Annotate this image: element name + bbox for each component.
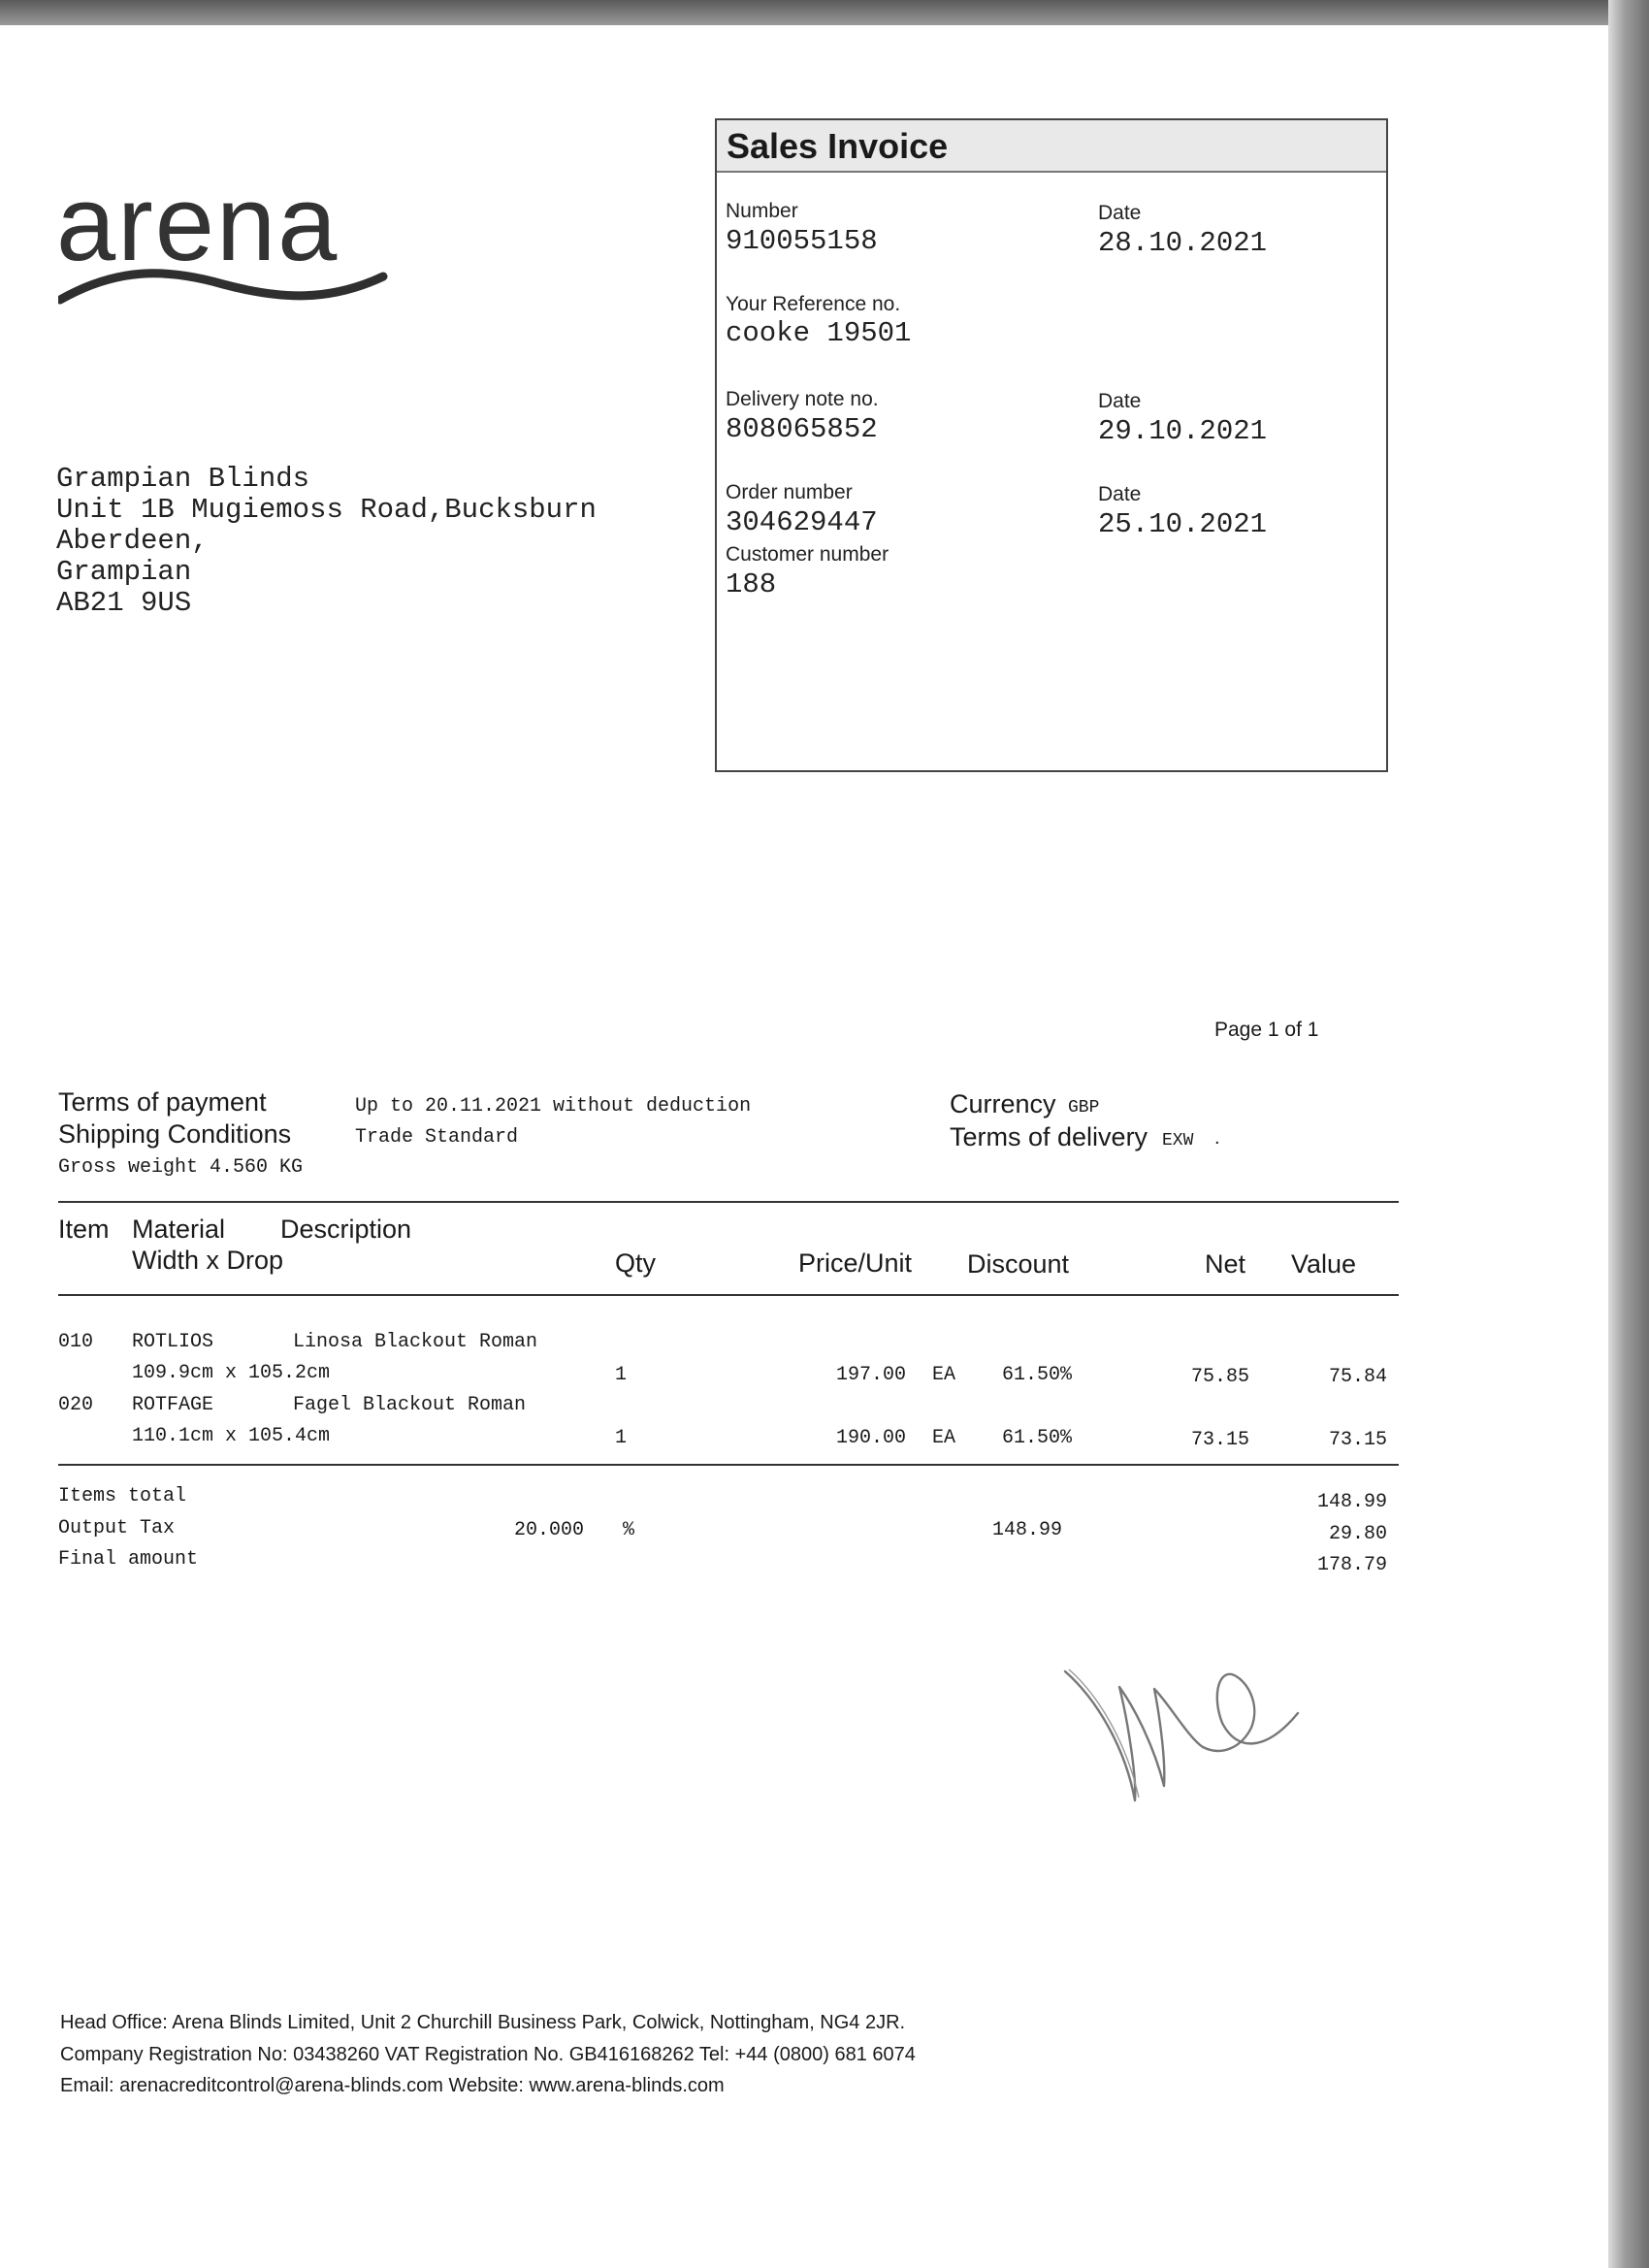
- row-size: 109.9cm x 105.2cm: [132, 1362, 331, 1384]
- order-date: 25.10.2021: [1098, 508, 1268, 540]
- row-discount: 61.50%: [1001, 1427, 1072, 1449]
- divider-top: [58, 1201, 1399, 1203]
- currency-label: Currency: [950, 1089, 1056, 1118]
- delivery-date-label: Date: [1098, 390, 1142, 412]
- tax-base: 148.99: [991, 1519, 1062, 1541]
- divider-totals: [58, 1464, 1399, 1466]
- invoice-box-header: [717, 120, 1386, 173]
- address-line: Unit 1B Mugiemoss Road,Bucksburn: [56, 494, 597, 526]
- invoice-page: [0, 25, 1608, 2268]
- items-total-value: 148.99: [1316, 1491, 1387, 1513]
- invoice-number: 910055158: [726, 225, 878, 257]
- delivery-date: 29.10.2021: [1098, 415, 1268, 447]
- arena-logo: arena: [56, 164, 340, 283]
- terms-of-delivery-value: EXW: [1162, 1131, 1194, 1150]
- header-width-drop: Width x Drop: [132, 1246, 284, 1275]
- tax-percent-sign: %: [623, 1519, 635, 1541]
- final-amount-value: 178.79: [1316, 1554, 1387, 1576]
- header-description: Description: [280, 1215, 412, 1244]
- handwritten-signature-icon: [1057, 1582, 1310, 1815]
- row-size: 110.1cm x 105.4cm: [132, 1425, 331, 1447]
- address-line: AB21 9US: [56, 587, 192, 619]
- terms-of-delivery-dot: .: [1214, 1127, 1220, 1149]
- address-line: Grampian Blinds: [56, 463, 310, 495]
- header-qty: Qty: [615, 1248, 657, 1278]
- customer-number-label: Customer number: [726, 543, 889, 566]
- row-item: 010: [58, 1331, 94, 1353]
- delivery-note-number: 808065852: [726, 413, 878, 445]
- header-price-unit: Price/Unit: [798, 1248, 913, 1278]
- row-qty: 1: [615, 1427, 628, 1449]
- scanner-edge-top: [0, 0, 1649, 25]
- scanner-edge-right: [1608, 0, 1649, 2268]
- currency-value: GBP: [1068, 1098, 1100, 1118]
- tax-amount: 29.80: [1328, 1523, 1387, 1545]
- gross-weight: Gross weight 4.560 KG: [58, 1156, 304, 1179]
- divider-header: [58, 1294, 1399, 1296]
- footer-contact: Email: arenacreditcontrol@arena-blinds.com Website: www.arena-blinds.com: [60, 2075, 725, 2096]
- invoice-date: 28.10.2021: [1098, 227, 1268, 259]
- terms-of-payment-label: Terms of payment: [58, 1087, 267, 1117]
- row-price: 197.00: [835, 1364, 906, 1386]
- row-value: 73.15: [1328, 1429, 1387, 1451]
- order-number: 304629447: [726, 506, 878, 538]
- row-item: 020: [58, 1394, 94, 1416]
- row-value: 75.84: [1328, 1366, 1387, 1388]
- date-label: Date: [1098, 202, 1142, 224]
- row-description: Fagel Blackout Roman: [293, 1394, 527, 1416]
- row-unit: EA: [932, 1364, 956, 1386]
- reference-value: cooke 19501: [726, 317, 912, 349]
- customer-number: 188: [726, 568, 777, 600]
- header-discount: Discount: [967, 1249, 1070, 1279]
- header-material: Material: [132, 1215, 226, 1244]
- terms-of-payment-value: Up to 20.11.2021 without deduction: [355, 1095, 752, 1118]
- items-total-label: Items total: [58, 1485, 187, 1507]
- reference-label: Your Reference no.: [726, 293, 901, 315]
- row-net: 73.15: [1190, 1429, 1249, 1451]
- row-discount: 61.50%: [1001, 1364, 1072, 1386]
- header-item: Item: [58, 1215, 110, 1244]
- row-net: 75.85: [1190, 1366, 1249, 1388]
- sales-invoice-box: [715, 118, 1388, 772]
- invoice-title: Sales Invoice: [727, 126, 949, 166]
- footer-head-office: Head Office: Arena Blinds Limited, Unit 2 Churchill Business Park, Colwick, Nottingham, NG4 2JR.: [60, 2012, 906, 2033]
- page-indicator: Page 1 of 1: [1214, 1019, 1319, 1041]
- final-amount-label: Final amount: [58, 1548, 199, 1571]
- delivery-note-label: Delivery note no.: [726, 388, 879, 410]
- shipping-conditions-value: Trade Standard: [355, 1126, 519, 1149]
- row-price: 190.00: [835, 1427, 906, 1449]
- footer-registration: Company Registration No: 03438260 VAT Registration No. GB416168262 Tel: +44 (0800) 681 6074: [60, 2044, 916, 2065]
- customer-address: [56, 464, 597, 619]
- row-unit: EA: [932, 1427, 956, 1449]
- tax-rate: 20.000: [513, 1519, 584, 1541]
- address-line: Grampian: [56, 556, 192, 588]
- terms-of-delivery-label: Terms of delivery: [950, 1122, 1148, 1151]
- output-tax-label: Output Tax: [58, 1517, 176, 1539]
- header-net: Net: [1205, 1249, 1246, 1279]
- row-material: ROTFAGE: [132, 1394, 214, 1416]
- row-description: Linosa Blackout Roman: [293, 1331, 538, 1353]
- logo-wave-icon: [58, 263, 388, 311]
- shipping-conditions-label: Shipping Conditions: [58, 1119, 292, 1149]
- number-label: Number: [726, 200, 798, 222]
- header-value: Value: [1291, 1249, 1357, 1279]
- order-date-label: Date: [1098, 483, 1142, 505]
- order-number-label: Order number: [726, 481, 853, 503]
- row-material: ROTLIOS: [132, 1331, 214, 1353]
- address-line: Aberdeen,: [56, 525, 209, 557]
- row-qty: 1: [615, 1364, 628, 1386]
